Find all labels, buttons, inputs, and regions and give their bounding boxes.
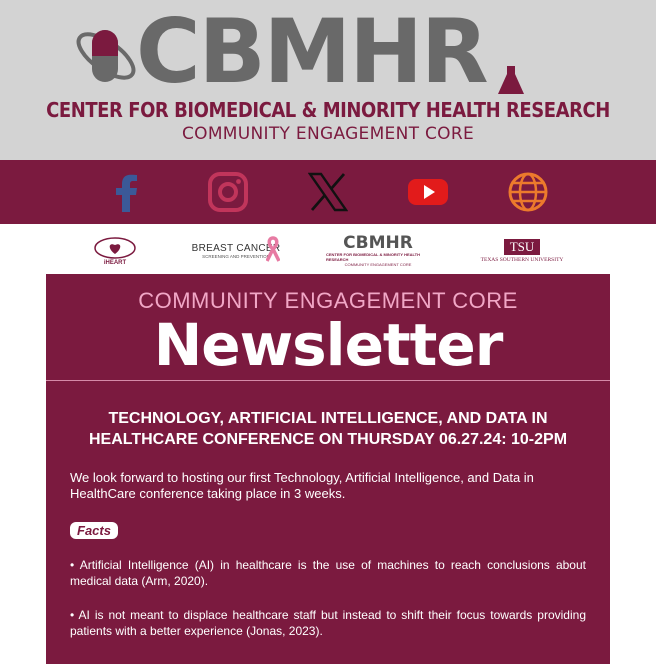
iheart-caption: iHEART bbox=[103, 260, 127, 266]
iheart-logo bbox=[88, 234, 142, 268]
flask-icon bbox=[496, 64, 526, 96]
header-banner bbox=[0, 0, 656, 160]
tsu-name: TEXAS SOUTHERN UNIVERSITY bbox=[480, 257, 564, 263]
fact-item-2: • AI is not meant to displace healthcare staff but instead to shift their focus towards providing patients with a better experience (Jonas, 2023). bbox=[70, 608, 586, 638]
facebook-icon[interactable] bbox=[108, 172, 148, 212]
iheart-emblem-icon bbox=[93, 236, 137, 260]
youtube-icon[interactable] bbox=[408, 172, 448, 212]
social-bar bbox=[0, 160, 656, 224]
website-icon[interactable] bbox=[508, 172, 548, 212]
newsletter-title: Newsletter bbox=[153, 311, 503, 379]
org-name: CENTER FOR BIOMEDICAL & MINORITY HEALTH RESEARCH bbox=[46, 98, 610, 122]
logo-wordmark: CBMHR bbox=[136, 0, 487, 103]
tsu-abbr: TSU bbox=[504, 239, 541, 255]
cbmhr-logo bbox=[72, 0, 592, 103]
core-name: COMMUNITY ENGAGEMENT CORE bbox=[181, 124, 475, 144]
newsletter-panel bbox=[46, 274, 610, 664]
breast-cancer-subtitle: SCREENING AND PREVENTION bbox=[202, 254, 270, 259]
cbmhr-small-line2: COMMUNITY ENGAGEMENT CORE bbox=[344, 262, 412, 267]
pill-icon bbox=[72, 16, 142, 96]
tsu-logo bbox=[480, 234, 564, 268]
fact-item-1: • Artificial Intelligence (AI) in healthcare is the use of machines to reach conclusions about medical data (Arm, 2020). bbox=[70, 558, 586, 588]
breast-cancer-title: BREAST CANCER bbox=[191, 243, 281, 254]
cbmhr-small-title: CBMHR bbox=[343, 233, 413, 253]
pink-ribbon-icon bbox=[266, 236, 280, 262]
newsletter-kicker: COMMUNITY ENGAGEMENT CORE bbox=[138, 288, 518, 313]
partner-logos bbox=[0, 224, 656, 274]
intro-paragraph: We look forward to hosting our first Technology, Artificial Intelligence, and Data in HealthCare conference taking place in 3 weeks. bbox=[70, 470, 534, 501]
cbmhr-small-logo bbox=[326, 234, 430, 268]
facts-label: Facts bbox=[70, 522, 118, 539]
cbmhr-small-line1: CENTER FOR BIOMEDICAL & MINORITY HEALTH RESEARCH bbox=[326, 252, 420, 262]
breast-cancer-logo bbox=[190, 234, 282, 268]
instagram-icon[interactable] bbox=[208, 172, 248, 212]
divider bbox=[46, 380, 610, 381]
event-headline: TECHNOLOGY, ARTIFICIAL INTELLIGENCE, AND DATA IN HEALTHCARE CONFERENCE ON THURSDAY 06.27.24: 10-2PM bbox=[88, 410, 568, 448]
x-icon[interactable] bbox=[308, 172, 348, 212]
